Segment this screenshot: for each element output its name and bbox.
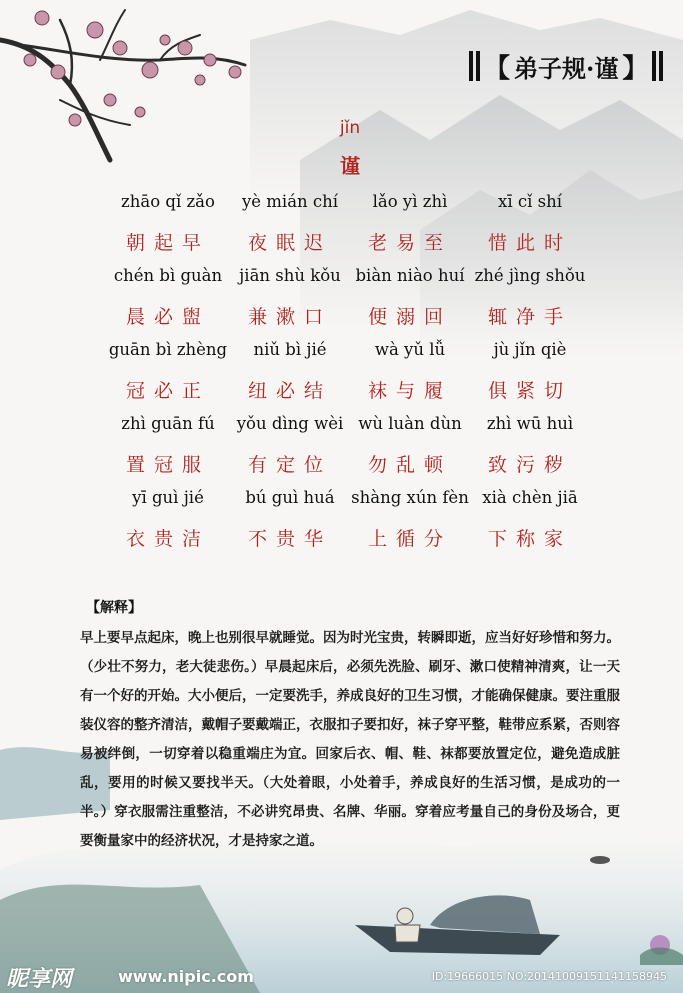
page-title bbox=[470, 46, 662, 86]
verse-hanzi: 上循分 bbox=[367, 528, 452, 550]
title-right-bracket: 】 bbox=[622, 53, 649, 84]
verse-pinyin: wù luàn dùn bbox=[358, 414, 462, 433]
verse-pinyin: niǔ bì jié bbox=[253, 340, 327, 359]
title-right-bar bbox=[652, 51, 656, 81]
explanation-body: 早上要早点起床，晚上也别很早就睡觉。因为时光宝贵，转瞬即逝，应当好好珍惜和努力。（少壮不努力，老大徒悲伤。）早晨起床后，必须先洗脸、刷牙、漱口使精神清爽，让一天有一个好的开始。大小便后，一定要洗手，养成良好的卫生习惯，才能确保健康。要注重服装仪容的整齐清洁，戴帽子要戴端正，衣服扣子要扣好，袜子穿平整，鞋带应系紧，否则容易被绊倒，一切穿着以稳重端庄为宜。回家后衣、帽、鞋、袜都要放置定位，避免造成脏乱，要用的时候又要找半天。（大处着眼，小处着手，养成良好的生活习惯，是成功的一半。）穿衣服需注重整洁，不必讲究昂贵、名牌、华丽。穿着应考量自己的身份及场合，更要衡量家中的经济状况，才是持家之道。 bbox=[80, 630, 620, 849]
verse-hanzi: 有定位 bbox=[247, 454, 332, 476]
heading-pinyin: jǐn bbox=[339, 118, 361, 138]
watermark-logo: 昵享网 bbox=[6, 967, 73, 992]
verse-hanzi: 冠必正 bbox=[125, 380, 210, 402]
watermark-id: ID:19666015 NO:20141009151141158945 bbox=[431, 970, 667, 983]
verse-pinyin: wà yǔ lǚ bbox=[374, 340, 446, 359]
heading-character: 谨 bbox=[340, 154, 360, 178]
verse-pinyin: yè mián chí bbox=[241, 192, 339, 211]
verse-pinyin: xià chèn jiā bbox=[482, 488, 578, 507]
verse-pinyin: chén bì guàn bbox=[113, 266, 223, 285]
verse-hanzi: 不贵华 bbox=[247, 528, 332, 550]
verse-hanzi: 晨必盥 bbox=[125, 306, 210, 328]
verse-hanzi: 纽必结 bbox=[247, 380, 332, 402]
verse-hanzi: 勿乱顿 bbox=[367, 454, 452, 476]
verse-hanzi: 下称家 bbox=[487, 528, 572, 550]
verse-hanzi-row bbox=[0, 376, 683, 412]
verse-hanzi: 老易至 bbox=[367, 232, 452, 254]
verse-pinyin: zhé jìng shǒu bbox=[474, 266, 586, 285]
verse-pinyin: yǒu dìng wèi bbox=[236, 414, 344, 433]
verse-pinyin: lǎo yì zhì bbox=[372, 192, 448, 211]
verse-hanzi-row bbox=[0, 524, 683, 560]
verse-hanzi: 夜眠迟 bbox=[247, 232, 332, 254]
verse-pinyin-row bbox=[0, 192, 683, 228]
verse-pinyin: zhì guān fú bbox=[121, 414, 215, 433]
verse-hanzi: 置冠服 bbox=[125, 454, 210, 476]
verse-pinyin: xī cǐ shí bbox=[498, 192, 562, 211]
verse-hanzi: 惜此时 bbox=[487, 232, 572, 254]
verse-pinyin: guān bì zhèng bbox=[108, 340, 228, 359]
verse-pinyin: yī guì jié bbox=[132, 488, 204, 507]
verse-pinyin: shàng xún fèn bbox=[351, 488, 469, 507]
verse-hanzi: 辄净手 bbox=[487, 306, 572, 328]
verse-pinyin: zhì wū huì bbox=[486, 414, 574, 433]
title-text: 弟子规·谨 bbox=[514, 53, 619, 83]
verse-hanzi: 衣贵洁 bbox=[125, 528, 210, 550]
verse-hanzi: 袜与履 bbox=[367, 380, 452, 402]
verse-pinyin-row bbox=[0, 414, 683, 450]
verse-pinyin-row bbox=[0, 488, 683, 524]
verse-hanzi: 便溺回 bbox=[367, 306, 452, 328]
verse-pinyin: jiān shù kǒu bbox=[239, 266, 341, 285]
verse-pinyin: zhāo qǐ zǎo bbox=[121, 192, 215, 211]
verse-pinyin: biàn niào huí bbox=[355, 266, 465, 285]
verse-hanzi-row bbox=[0, 228, 683, 264]
verse-pinyin-row bbox=[0, 266, 683, 302]
verse-pinyin-row bbox=[0, 340, 683, 376]
explanation-title: 【解释】 bbox=[86, 600, 142, 616]
verse-pinyin: bú guì huá bbox=[245, 488, 335, 507]
verse-hanzi: 朝起早 bbox=[125, 232, 210, 254]
verse-hanzi-row bbox=[0, 450, 683, 486]
watermark-url: www.nipic.com bbox=[118, 967, 254, 986]
plum-blossom-branch-illustration bbox=[0, 0, 260, 170]
verse-hanzi: 兼漱口 bbox=[247, 306, 332, 328]
verse-hanzi-row bbox=[0, 302, 683, 338]
verse-pinyin: jù jǐn qiè bbox=[493, 340, 567, 359]
title-left-bar bbox=[476, 51, 480, 81]
title-left-bracket: 【 bbox=[484, 53, 511, 84]
verse-hanzi: 致污秽 bbox=[487, 454, 572, 476]
verse-hanzi: 俱紧切 bbox=[487, 380, 572, 402]
